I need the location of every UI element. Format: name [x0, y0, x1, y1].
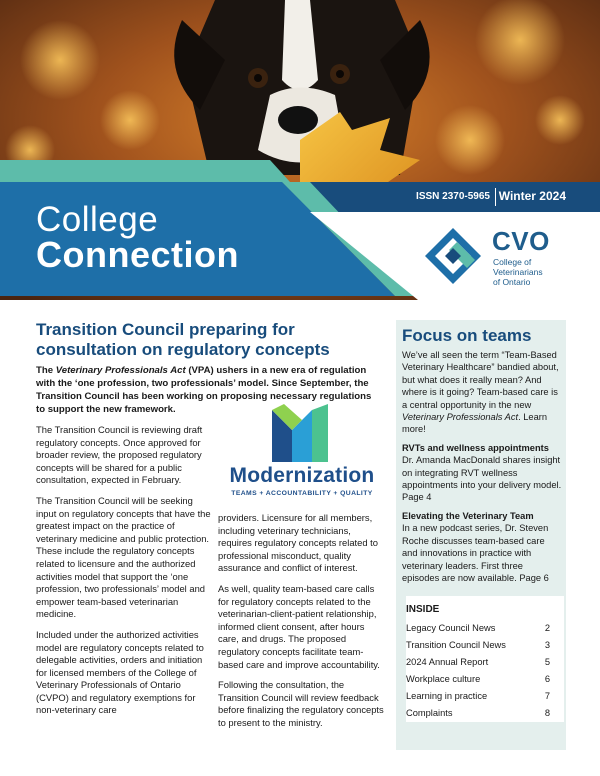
toc-label: Workplace culture: [406, 674, 481, 684]
intro-act-name: Veterinary Professionals Act: [402, 412, 519, 423]
modernization-logo-icon: [262, 404, 342, 462]
cvo-logo-icon: [425, 228, 487, 284]
article-headline: Transition Council preparing for consultation on regulatory concepts: [36, 320, 330, 359]
toc-label: Learning in practice: [406, 691, 488, 701]
issn-number: ISSN 2370-5965: [416, 191, 490, 202]
paragraph: The Transition Council will be seeking input on regulatory concepts that have the greatest impact on the practice of veterinary medicine and public protection. These include the regulatory concepts related to licensure and the authorized activities model that support the ‘one profession, two professionals’ model and empower team-based veterinarian medicine.: [36, 494, 211, 620]
lead-text: The: [36, 365, 56, 376]
logo-acronym: CVO: [492, 226, 550, 256]
publication-title-line2: Connection: [36, 234, 239, 275]
logo-line: of Ontario: [493, 277, 531, 287]
sidebar-item-body: Dr. Amanda MacDonald shares insight on integrating RVT wellness appointments into your delivery model. Page 4: [402, 455, 562, 503]
logo-line: Veterinarians: [493, 267, 543, 277]
toc-label: Legacy Council News: [406, 623, 496, 633]
paragraph: The Transition Council is reviewing draft regulatory concepts. Once approved for broader review, the proposed regulatory concepts will be shared for a public consultation, expected in February.: [36, 424, 203, 486]
inside-heading: INSIDE: [406, 604, 440, 615]
paragraph: As well, quality team-based care calls for regulatory concepts related to the veterinarian-client-patient relationship, informed client consent, after hours care, and drugs. The proposed regulatory concepts facilitate team-based care and improve accountability.: [218, 582, 380, 670]
toc-item[interactable]: [406, 691, 550, 701]
lead-text: (VPA) ushers in a new era of regulation with the ‘one profession, two professionals’ model. Since September, the Transition Council has been working on proposing necessary regulations to support the new framework.: [36, 365, 372, 415]
modernization-tagline: TEAMS + ACCOUNTABILITY + QUALITY: [231, 490, 373, 497]
toc-label: Complaints: [406, 708, 453, 718]
toc-item[interactable]: [406, 708, 550, 718]
sidebar-item: [402, 442, 562, 504]
toc-item[interactable]: [406, 674, 550, 684]
sidebar-item-title: RVTs and wellness appointments: [402, 442, 549, 453]
sidebar-body: [402, 349, 562, 590]
sidebar-heading: Focus on teams: [402, 326, 532, 345]
toc-page: 8: [544, 708, 550, 718]
toc-page: 2: [544, 623, 550, 633]
paragraph: Following the consultation, the Transition Council will review feedback before finalizing the regulatory concepts to present to the ministry.: [218, 679, 384, 728]
logo-line: College of: [493, 257, 532, 267]
article-column-2: [218, 512, 386, 738]
logo-subtitle: [493, 257, 583, 287]
sidebar-intro: [402, 349, 562, 436]
sidebar-item-title: Elevating the Veterinary Team: [402, 510, 534, 521]
issue-date: Winter 2024: [498, 189, 566, 203]
paragraph: providers. Licensure for all members, including veterinary technicians, requires regulatory concepts related to professional misconduct, quality assurance and conflict of interest.: [218, 512, 378, 574]
intro-text: We’ve all seen the term “Team-Based Veterinary Healthcare” bandied about, but what does it really mean? And where is it going? Team-based care is a central opportunity in the new: [402, 350, 559, 410]
publication-title-line1: College: [36, 200, 159, 239]
divider: [495, 188, 496, 206]
toc-item[interactable]: [406, 623, 550, 633]
toc-page: 7: [544, 691, 550, 701]
toc-item[interactable]: [406, 640, 550, 650]
sidebar-item: [402, 510, 562, 584]
article-column-1: [36, 424, 212, 725]
modernization-wordmark: Modernization: [229, 464, 375, 487]
toc-item[interactable]: [406, 657, 550, 667]
toc-label: Transition Council News: [406, 640, 506, 650]
toc-page: 3: [544, 640, 550, 650]
toc-label: 2024 Annual Report: [406, 657, 489, 667]
sidebar-item-body: In a new podcast series, Dr. Steven Roche discusses team-based care and innovations in practice with veterinary leaders. First three episodes are now available. Page 6: [402, 523, 549, 583]
intro-text: . Learn more!: [402, 412, 548, 435]
paragraph: Included under the authorized activities model are regulatory concepts related to delegable activities, orders and initiation for licensed members of the College of Veterinary Professionals of Ontario (CVPO) and regulatory exemptions for non-veterinary care: [36, 628, 204, 716]
lead-act-name: Veterinary Professionals Act: [55, 365, 186, 376]
toc-page: 5: [544, 657, 550, 667]
toc-page: 6: [544, 674, 550, 684]
